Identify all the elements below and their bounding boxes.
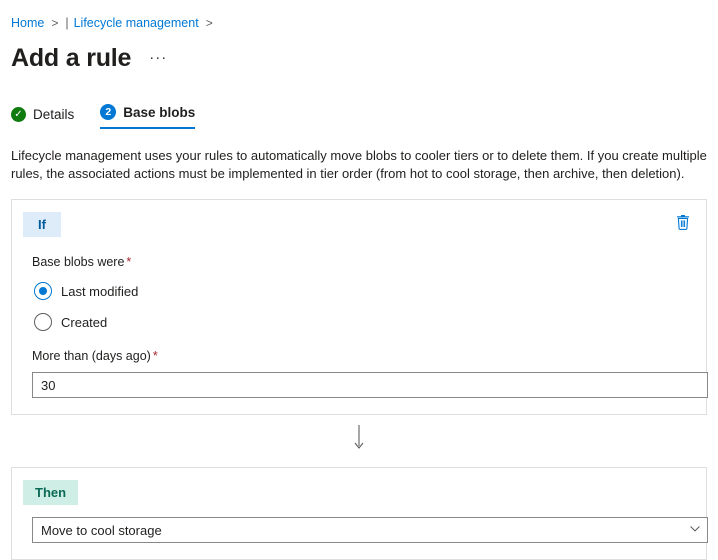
then-chip: Then	[23, 480, 78, 505]
flow-arrow-icon	[11, 425, 707, 451]
breadcrumb-pipe: |	[65, 16, 69, 30]
breadcrumb	[11, 0, 707, 40]
radio-last-modified[interactable]	[34, 282, 692, 300]
breadcrumb-lifecycle-management-link[interactable]: Lifecycle management	[73, 16, 199, 30]
step-number-icon: 2	[100, 104, 116, 120]
page-title: Add a rule	[11, 44, 132, 72]
then-action-card	[11, 467, 707, 560]
more-than-days-text: More than (days ago)	[32, 349, 151, 363]
title-row	[11, 44, 707, 73]
more-options-button[interactable]: ···	[149, 49, 168, 66]
if-card-header	[23, 212, 692, 237]
check-icon: ✓	[11, 107, 26, 122]
if-chip: If	[23, 212, 61, 237]
radio-created[interactable]	[34, 313, 692, 331]
base-blobs-were-text: Base blobs were	[32, 255, 125, 269]
tab-base-blobs[interactable]	[100, 104, 195, 129]
action-select-value: Move to cool storage	[41, 522, 162, 538]
breadcrumb-separator-2: >	[205, 16, 213, 30]
radio-last-modified-label: Last modified	[61, 283, 139, 299]
base-blobs-were-label	[32, 255, 692, 269]
radio-created-label: Created	[61, 314, 108, 330]
action-select[interactable]	[32, 517, 708, 543]
required-asterisk: *	[126, 255, 132, 269]
tab-details-label: Details	[33, 107, 75, 122]
radio-created-indicator[interactable]	[34, 313, 52, 331]
breadcrumb-home-link[interactable]: Home	[11, 16, 45, 30]
required-asterisk-days: *	[152, 349, 158, 363]
breadcrumb-separator-1: >	[51, 16, 59, 30]
if-condition-card	[11, 199, 707, 415]
days-ago-input[interactable]	[32, 372, 708, 398]
then-card-header	[23, 480, 692, 505]
wizard-tabs	[11, 99, 707, 129]
page-description: Lifecycle management uses your rules to automatically move blobs to cooler tiers or to delete them. If you create multiple rules, the associated actions must be implemented in tier order (from hot to cool storage, then archive, then deletion).	[11, 148, 707, 181]
more-than-days-label	[32, 349, 692, 363]
tab-details[interactable]	[11, 107, 74, 129]
radio-last-modified-indicator[interactable]	[34, 282, 52, 300]
trash-icon[interactable]	[674, 212, 692, 234]
action-select-wrapper	[32, 517, 708, 543]
tab-base-blobs-label: Base blobs	[123, 104, 196, 120]
